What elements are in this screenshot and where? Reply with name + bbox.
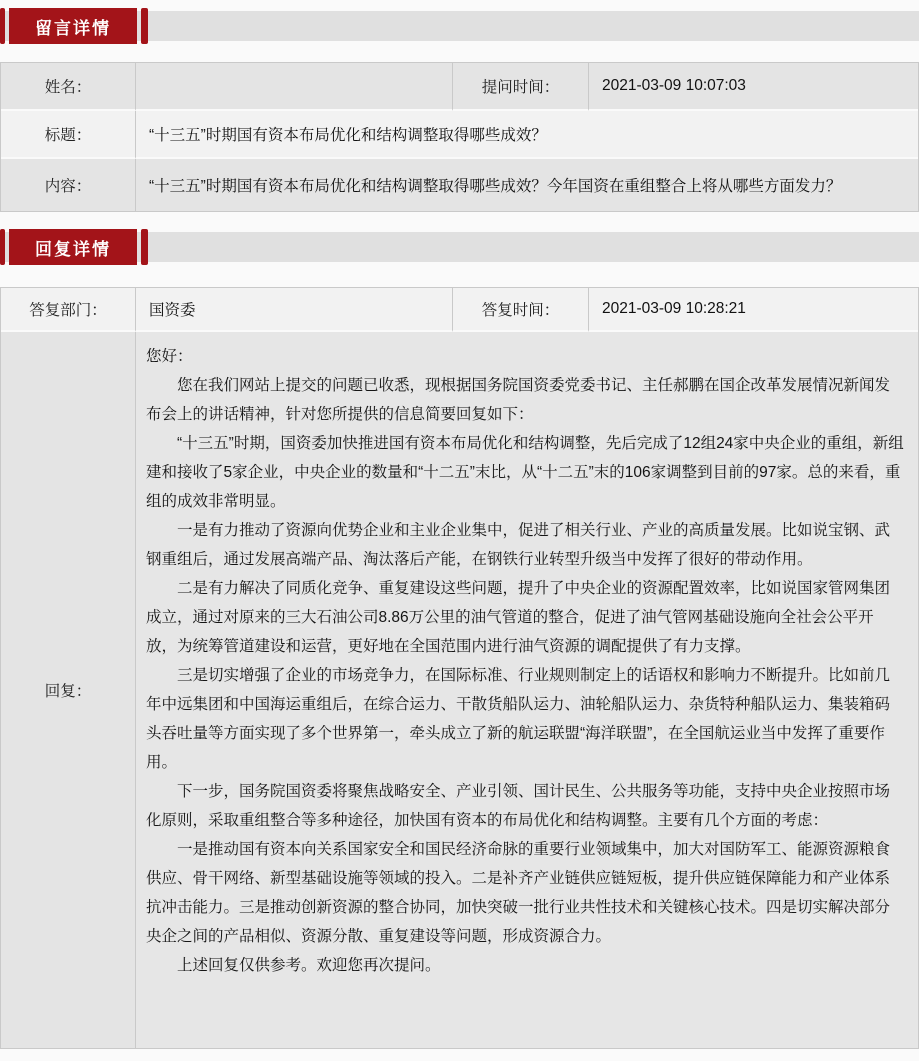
table-row <box>1 159 918 211</box>
reply-section-header <box>0 229 919 267</box>
header-accent-bar-left <box>0 229 5 265</box>
message-section-header <box>0 8 919 46</box>
reply-paragraph: 一是推动国有资本向关系国家安全和国民经济命脉的重要行业领域集中，加大对国防军工、能源资源粮食供应、骨干网络、新型基础设施等领域的投入。二是补齐产业链供应链短板，提升供应链保障能力和产业体系抗冲击能力。三是推动创新资源的整合协同，加快突破一批行业共性技术和关键核心技术。四是切实解决部分央企之间的产品相似、资源分散、重复建设等问题，形成资源合力。 <box>146 841 891 945</box>
reply-paragraph: 您在我们网站上提交的问题已收悉，现根据国务院国资委党委书记、主任郝鹏在国企改革发展情况新闻发布会上的讲话精神，针对您所提供的信息简要回复如下： <box>146 377 891 423</box>
reply-label: 回复： <box>1 332 136 1048</box>
message-detail-table <box>0 62 919 212</box>
header-accent-bar-left <box>0 8 5 44</box>
reply-time-label: 答复时间： <box>453 288 589 332</box>
content-value: “十三五”时期国有资本布局优化和结构调整取得哪些成效？今年国资在重组整合上将从哪些方面发力？ <box>136 159 918 211</box>
name-label: 姓名： <box>1 63 136 111</box>
reply-paragraph: 一是有力推动了资源向优势企业和主业企业集中，促进了相关行业、产业的高质量发展。比如说宝钢、武钢重组后，通过发展高端产品、淘汰落后产能，在钢铁行业转型升级当中发挥了很好的带动作用。 <box>146 522 891 568</box>
ask-time-label: 提问时间： <box>453 63 589 111</box>
table-row <box>1 111 918 159</box>
reply-section-title: 回复详情 <box>9 229 137 265</box>
reply-paragraph: 二是有力解决了同质化竞争、重复建设这些问题，提升了中央企业的资源配置效率，比如说国家管网集团成立，通过对原来的三大石油公司8.86万公里的油气管道的整合，促进了油气管网基础设施向全社会公平开放，为统筹管道建设和运营，更好地在全国范围内进行油气资源的调配提供了有力支撑。 <box>146 580 891 655</box>
subject-label: 标题： <box>1 111 136 159</box>
reply-paragraph: 您好： <box>146 348 193 365</box>
header-accent-bar-right <box>141 229 148 265</box>
reply-paragraph: 上述回复仅供参考。欢迎您再次提问。 <box>177 957 441 974</box>
header-band <box>0 232 919 262</box>
subject-value: “十三五”时期国有资本布局优化和结构调整取得哪些成效？ <box>136 111 918 159</box>
reply-paragraph: 下一步，国务院国资委将聚焦战略安全、产业引领、国计民生、公共服务等功能，支持中央企业按照市场化原则，采取重组整合等多种途径，加快国有资本的布局优化和结构调整。主要有几个方面的考虑： <box>146 783 891 829</box>
reply-text <box>146 342 904 980</box>
dept-value: 国资委 <box>136 288 453 332</box>
dept-label: 答复部门： <box>1 288 136 332</box>
table-row <box>1 63 918 111</box>
reply-paragraph: 三是切实增强了企业的市场竞争力，在国际标准、行业规则制定上的话语权和影响力不断提升。比如前几年中远集团和中国海运重组后，在综合运力、干散货船队运力、油轮船队运力、杂货特种船队运力、集装箱码头吞吐量等方面实现了多个世界第一，牵头成立了新的航运联盟“海洋联盟”，在全国航运业当中发挥了重要作用。 <box>146 667 891 771</box>
table-row <box>1 288 918 332</box>
reply-paragraph: “十三五”时期，国资委加快推进国有资本布局优化和结构调整，先后完成了12组24家中央企业的重组，新组建和接收了5家企业，中央企业的数量和“十二五”末比，从“十二五”末的106家调整到目前的97家。总的来看，重组的成效非常明显。 <box>146 435 904 510</box>
name-value <box>136 63 453 111</box>
ask-time-value: 2021-03-09 10:07:03 <box>589 63 918 111</box>
message-section-title: 留言详情 <box>9 8 137 44</box>
content-label: 内容： <box>1 159 136 211</box>
table-row <box>1 332 918 1048</box>
header-band <box>0 11 919 41</box>
reply-body-cell <box>136 332 918 1048</box>
header-accent-bar-right <box>141 8 148 44</box>
reply-detail-table <box>0 287 919 1049</box>
reply-time-value: 2021-03-09 10:28:21 <box>589 288 918 332</box>
